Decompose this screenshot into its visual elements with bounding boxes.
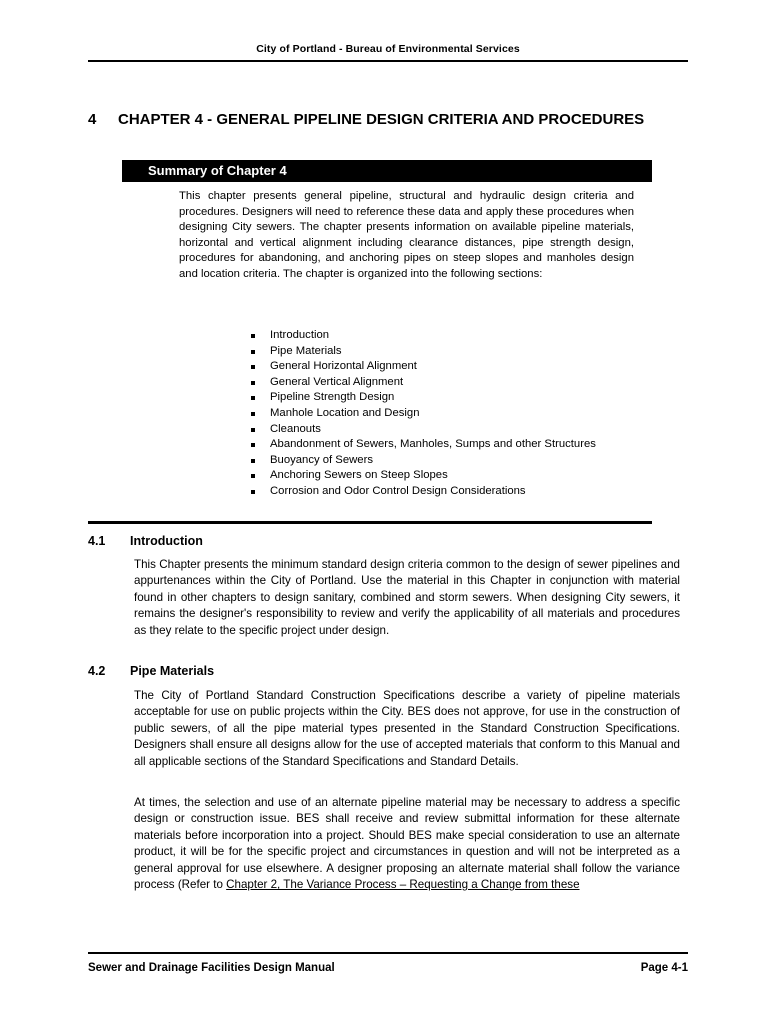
- list-item-label: General Vertical Alignment: [270, 375, 404, 388]
- section-title: Pipe Materials: [130, 664, 215, 678]
- list-item: [250, 422, 634, 438]
- header-title: City of Portland - Bureau of Environmental Services: [256, 43, 520, 55]
- list-item: [250, 468, 634, 484]
- footer-divider: [88, 952, 688, 954]
- variance-process-reference-link[interactable]: Chapter 2, The Variance Process – Requesting a Change from these: [226, 878, 580, 892]
- square-bullet-icon: [251, 459, 255, 463]
- square-bullet-icon: [251, 350, 255, 354]
- list-item-label: Pipe Materials: [270, 344, 342, 357]
- paragraph-lead-text: At times, the selection and use of an alternate pipeline material may be necessary to address a specific design or construction issue. BES shall receive and review submittal information for these alternate materials before incorporation into a project. Should BES make special consideration to use an alternate product, it will be for the specific project and circumstances in question and will not be interpreted as a general approval for use elsewhere. A designer proposing an alternate material shall follow the variance process (Refer to: [134, 796, 680, 892]
- summary-body: [179, 189, 634, 283]
- list-item: [250, 437, 634, 453]
- summary-section-list: [250, 328, 634, 500]
- section-heading-4-2: [88, 663, 688, 680]
- list-item-label: Manhole Location and Design: [270, 406, 420, 419]
- square-bullet-icon: [251, 443, 255, 447]
- section-heading-4-1: [88, 533, 688, 550]
- summary-banner-label: Summary of Chapter 4: [148, 163, 287, 178]
- square-bullet-icon: [251, 490, 255, 494]
- chapter-title: [88, 110, 688, 130]
- list-item: [250, 359, 634, 375]
- section-number: 4.2: [88, 664, 106, 678]
- list-item: [250, 328, 634, 344]
- square-bullet-icon: [251, 474, 255, 478]
- list-item-label: Buoyancy of Sewers: [270, 453, 373, 466]
- list-item: [250, 406, 634, 422]
- running-header: [88, 42, 688, 62]
- section-4-2-paragraph-2: [134, 795, 680, 893]
- header-divider: [88, 60, 688, 62]
- summary-paragraph: This chapter presents general pipeline, structural and hydraulic design criteria and procedures. Designers will need to reference these data and apply these procedures when designing City sewers. The chapter presents information on available pipeline materials, horizontal and vertical alignment including clearance distances, pipe strength design, procedures for abandoning, and anchoring pipes on steep slopes and manholes design and location criteria. The chapter is organized into the following sections:: [179, 190, 634, 280]
- list-item: [250, 484, 634, 500]
- section-number: 4.1: [88, 534, 106, 548]
- summary-bottom-divider: [88, 521, 652, 524]
- chapter-number: 4: [88, 111, 97, 128]
- section-title: Introduction: [130, 534, 203, 548]
- chapter-title-text: CHAPTER 4 - GENERAL PIPELINE DESIGN CRITERIA AND PROCEDURES: [118, 111, 645, 128]
- summary-banner: [122, 160, 652, 182]
- list-item: [250, 390, 634, 406]
- list-item-label: Anchoring Sewers on Steep Slopes: [270, 469, 448, 482]
- list-item: [250, 344, 634, 360]
- running-footer: [88, 962, 688, 974]
- list-item-label: Abandonment of Sewers, Manholes, Sumps and other Structures: [270, 438, 596, 451]
- square-bullet-icon: [251, 428, 255, 432]
- square-bullet-icon: [251, 412, 255, 416]
- section-4-1-paragraph-1: This Chapter presents the minimum standard design criteria common to the design of sewer pipelines and appurtenances within the City of Portland. Use the material in this Chapter in conjunction with material found in other chapters to design sanitary, combined and storm sewers. When designing City sewers, it remains the designer's responsibility to review and verify the applicability of all materials and procedures as they relate to the specific project under design.: [134, 558, 680, 637]
- list-item: [250, 453, 634, 469]
- list-item: [250, 375, 634, 391]
- section-4-2-paragraph-1: The City of Portland Standard Construction Specifications describe a variety of pipeline materials acceptable for use on public projects within the City. BES does not approve, for use in the construction of public sewers, of all the pipe material types presented in the Standard Construction Specifications. Designers shall ensure all designs allow for the use of accepted materials that conform to this Manual and all applicable sections of the Standard Specifications and Standard Details.: [134, 689, 680, 768]
- footer-manual-title: Sewer and Drainage Facilities Design Manual: [88, 962, 335, 974]
- list-item-label: Cleanouts: [270, 422, 321, 435]
- square-bullet-icon: [251, 381, 255, 385]
- list-item-label: Pipeline Strength Design: [270, 391, 395, 404]
- list-item-label: Introduction: [270, 329, 330, 341]
- list-item-label: Corrosion and Odor Control Design Considerations: [270, 484, 526, 497]
- square-bullet-icon: [251, 396, 255, 400]
- square-bullet-icon: [251, 334, 255, 338]
- footer-page-number: Page 4-1: [640, 962, 688, 974]
- square-bullet-icon: [251, 365, 255, 369]
- list-item-label: General Horizontal Alignment: [270, 360, 417, 373]
